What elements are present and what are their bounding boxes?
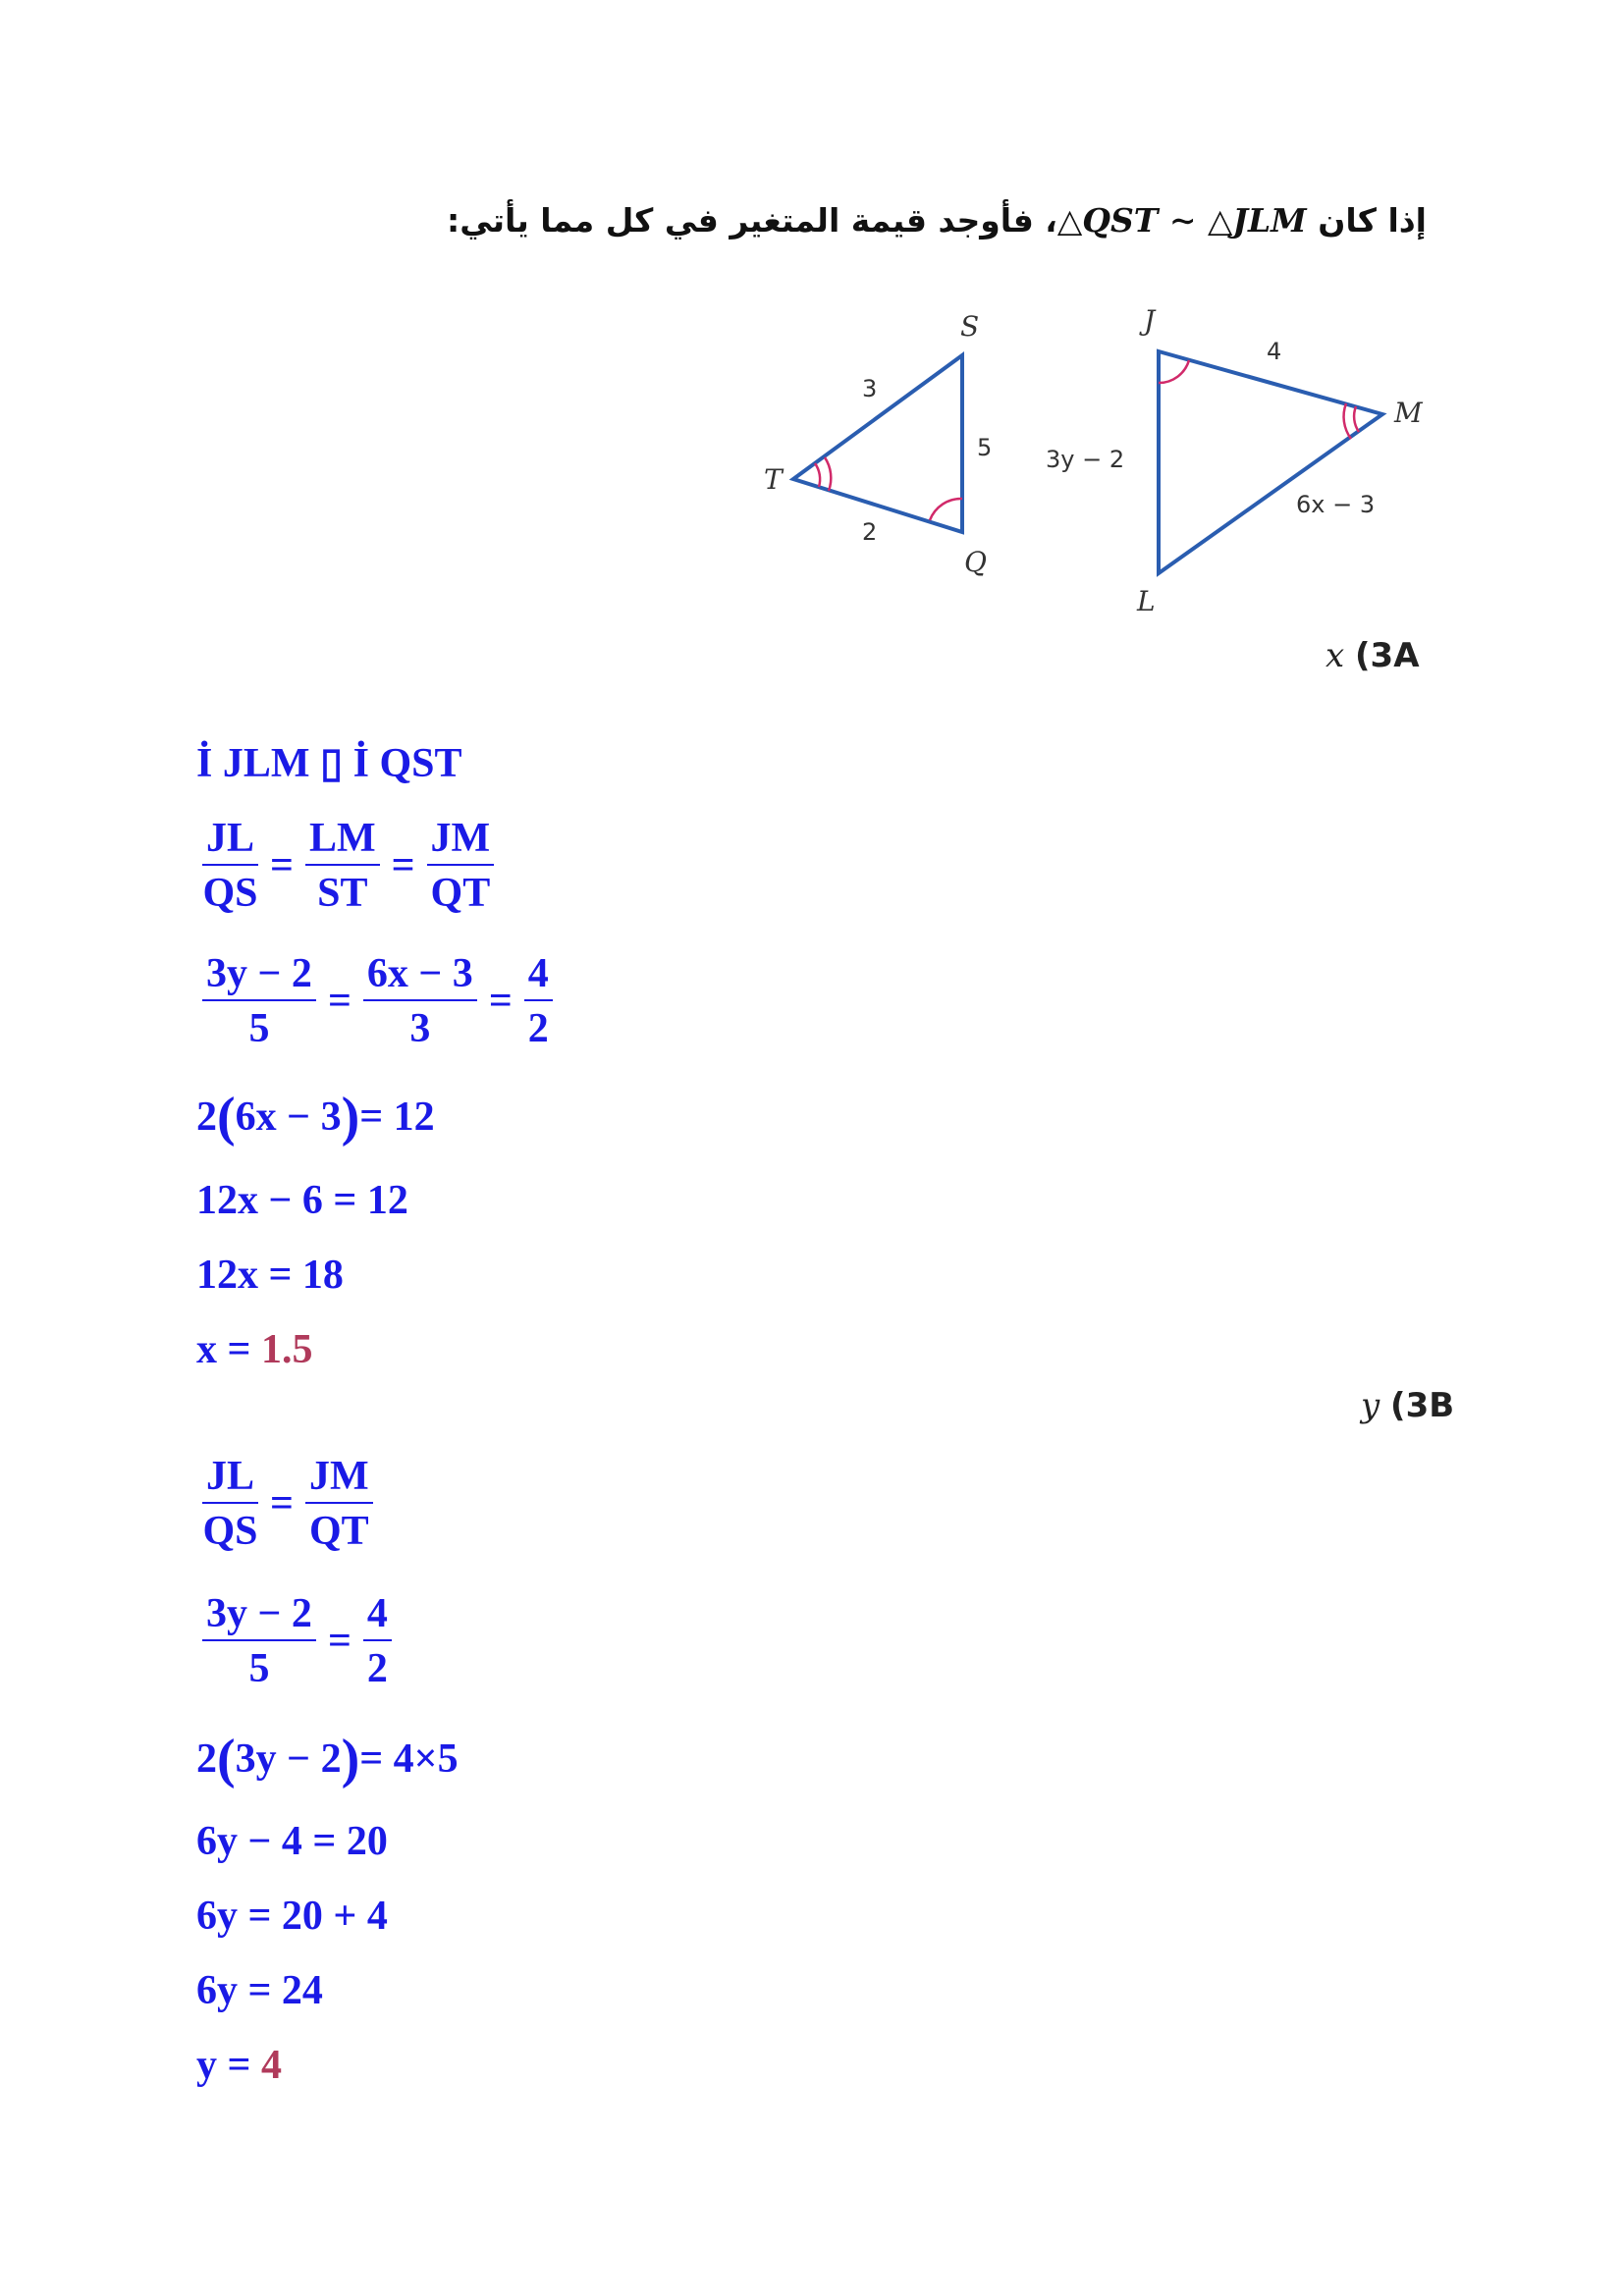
triangle-jlm — [1159, 351, 1382, 573]
side-ts: 3 — [862, 375, 878, 402]
angle-mark-t-1 — [815, 463, 820, 487]
part-a-num: (3A — [1355, 636, 1420, 675]
vertex-m: M — [1394, 397, 1423, 429]
vertex-t: T — [764, 463, 783, 496]
frac-jm-qt: $\frac{JM}{QT}$ — [427, 817, 495, 915]
frac-lm-st: $\frac{LM}{ST}$ — [305, 817, 380, 915]
vertex-j: J — [1144, 304, 1156, 337]
sol-b-line5: 6y = 20 + 4 — [196, 1894, 388, 1939]
problem-prefix: إذا كان — [1318, 201, 1427, 240]
side-tq: 2 — [862, 518, 878, 546]
sol-a-ratio-values: $\frac{3y - 2}{5}$ = $\frac{6x - 3}{3}$ = $\frac{4}{2}$ — [196, 952, 559, 1050]
problem-suffix: ، فأوجد قيمة المتغير في كل مما يأتي: — [447, 201, 1057, 240]
side-lm: 6x − 3 — [1296, 491, 1376, 518]
triangle-qst — [793, 355, 962, 532]
frac-jl-qs: $\frac{JL}{QS}$ — [202, 816, 258, 917]
answer-x: 1.5 — [260, 1327, 313, 1372]
sol-b-line4: 6y − 4 = 20 — [196, 1819, 388, 1864]
answer-y: 4 — [260, 2043, 282, 2088]
angle-mark-m-1 — [1354, 406, 1359, 432]
sol-a-ratio-letters: $\frac{JL}{QS}$ = $\frac{LM}{ST}$ = $\frac{JM}{QT}$ — [196, 817, 500, 915]
sol-b-line3: 2 ( 3y − 2 ) = 4×5 — [196, 1729, 459, 1789]
sol-b-ratio-letters: $\frac{JL}{QS}$ = $\frac{JM}{QT}$ — [196, 1455, 379, 1553]
sol-a-line5: 12x − 6 = 12 — [196, 1178, 408, 1223]
side-jm: 4 — [1267, 338, 1282, 365]
angle-mark-j — [1159, 360, 1189, 383]
angle-mark-m-2 — [1344, 403, 1351, 439]
angle-mark-t-2 — [825, 457, 831, 491]
sol-b-ratio-values: $\frac{3y - 2}{5}$ = $\frac{4}{2}$ — [196, 1592, 398, 1690]
side-jl: 3y − 2 — [1046, 446, 1125, 473]
part-a-label — [1325, 636, 1420, 675]
problem-statement — [347, 201, 1427, 240]
vertex-l: L — [1137, 585, 1156, 617]
similar-triangles-figure — [746, 294, 1434, 638]
sol-a-line7: x = 1.5 — [196, 1327, 313, 1372]
side-sq: 5 — [977, 434, 993, 461]
part-a-var: x — [1325, 636, 1345, 675]
part-b-num: (3B — [1390, 1386, 1455, 1425]
sol-a-line6: 12x = 18 — [196, 1253, 344, 1298]
sol-b-line6: 6y = 24 — [196, 1968, 323, 2013]
sol-b-line7: y = 4 — [196, 2043, 282, 2088]
vertex-s: S — [960, 310, 980, 343]
angle-mark-q — [930, 499, 962, 520]
problem-similarity: △QST ∼ △JLM — [1056, 201, 1307, 240]
vertex-q: Q — [964, 546, 987, 578]
sol-a-line4: 2 ( 6x − 3 ) = 12 — [196, 1087, 435, 1148]
part-b-label — [1361, 1386, 1454, 1425]
part-b-var: y — [1361, 1386, 1380, 1425]
sol-a-line1: İ JLM ▯ İ QST — [196, 741, 462, 786]
